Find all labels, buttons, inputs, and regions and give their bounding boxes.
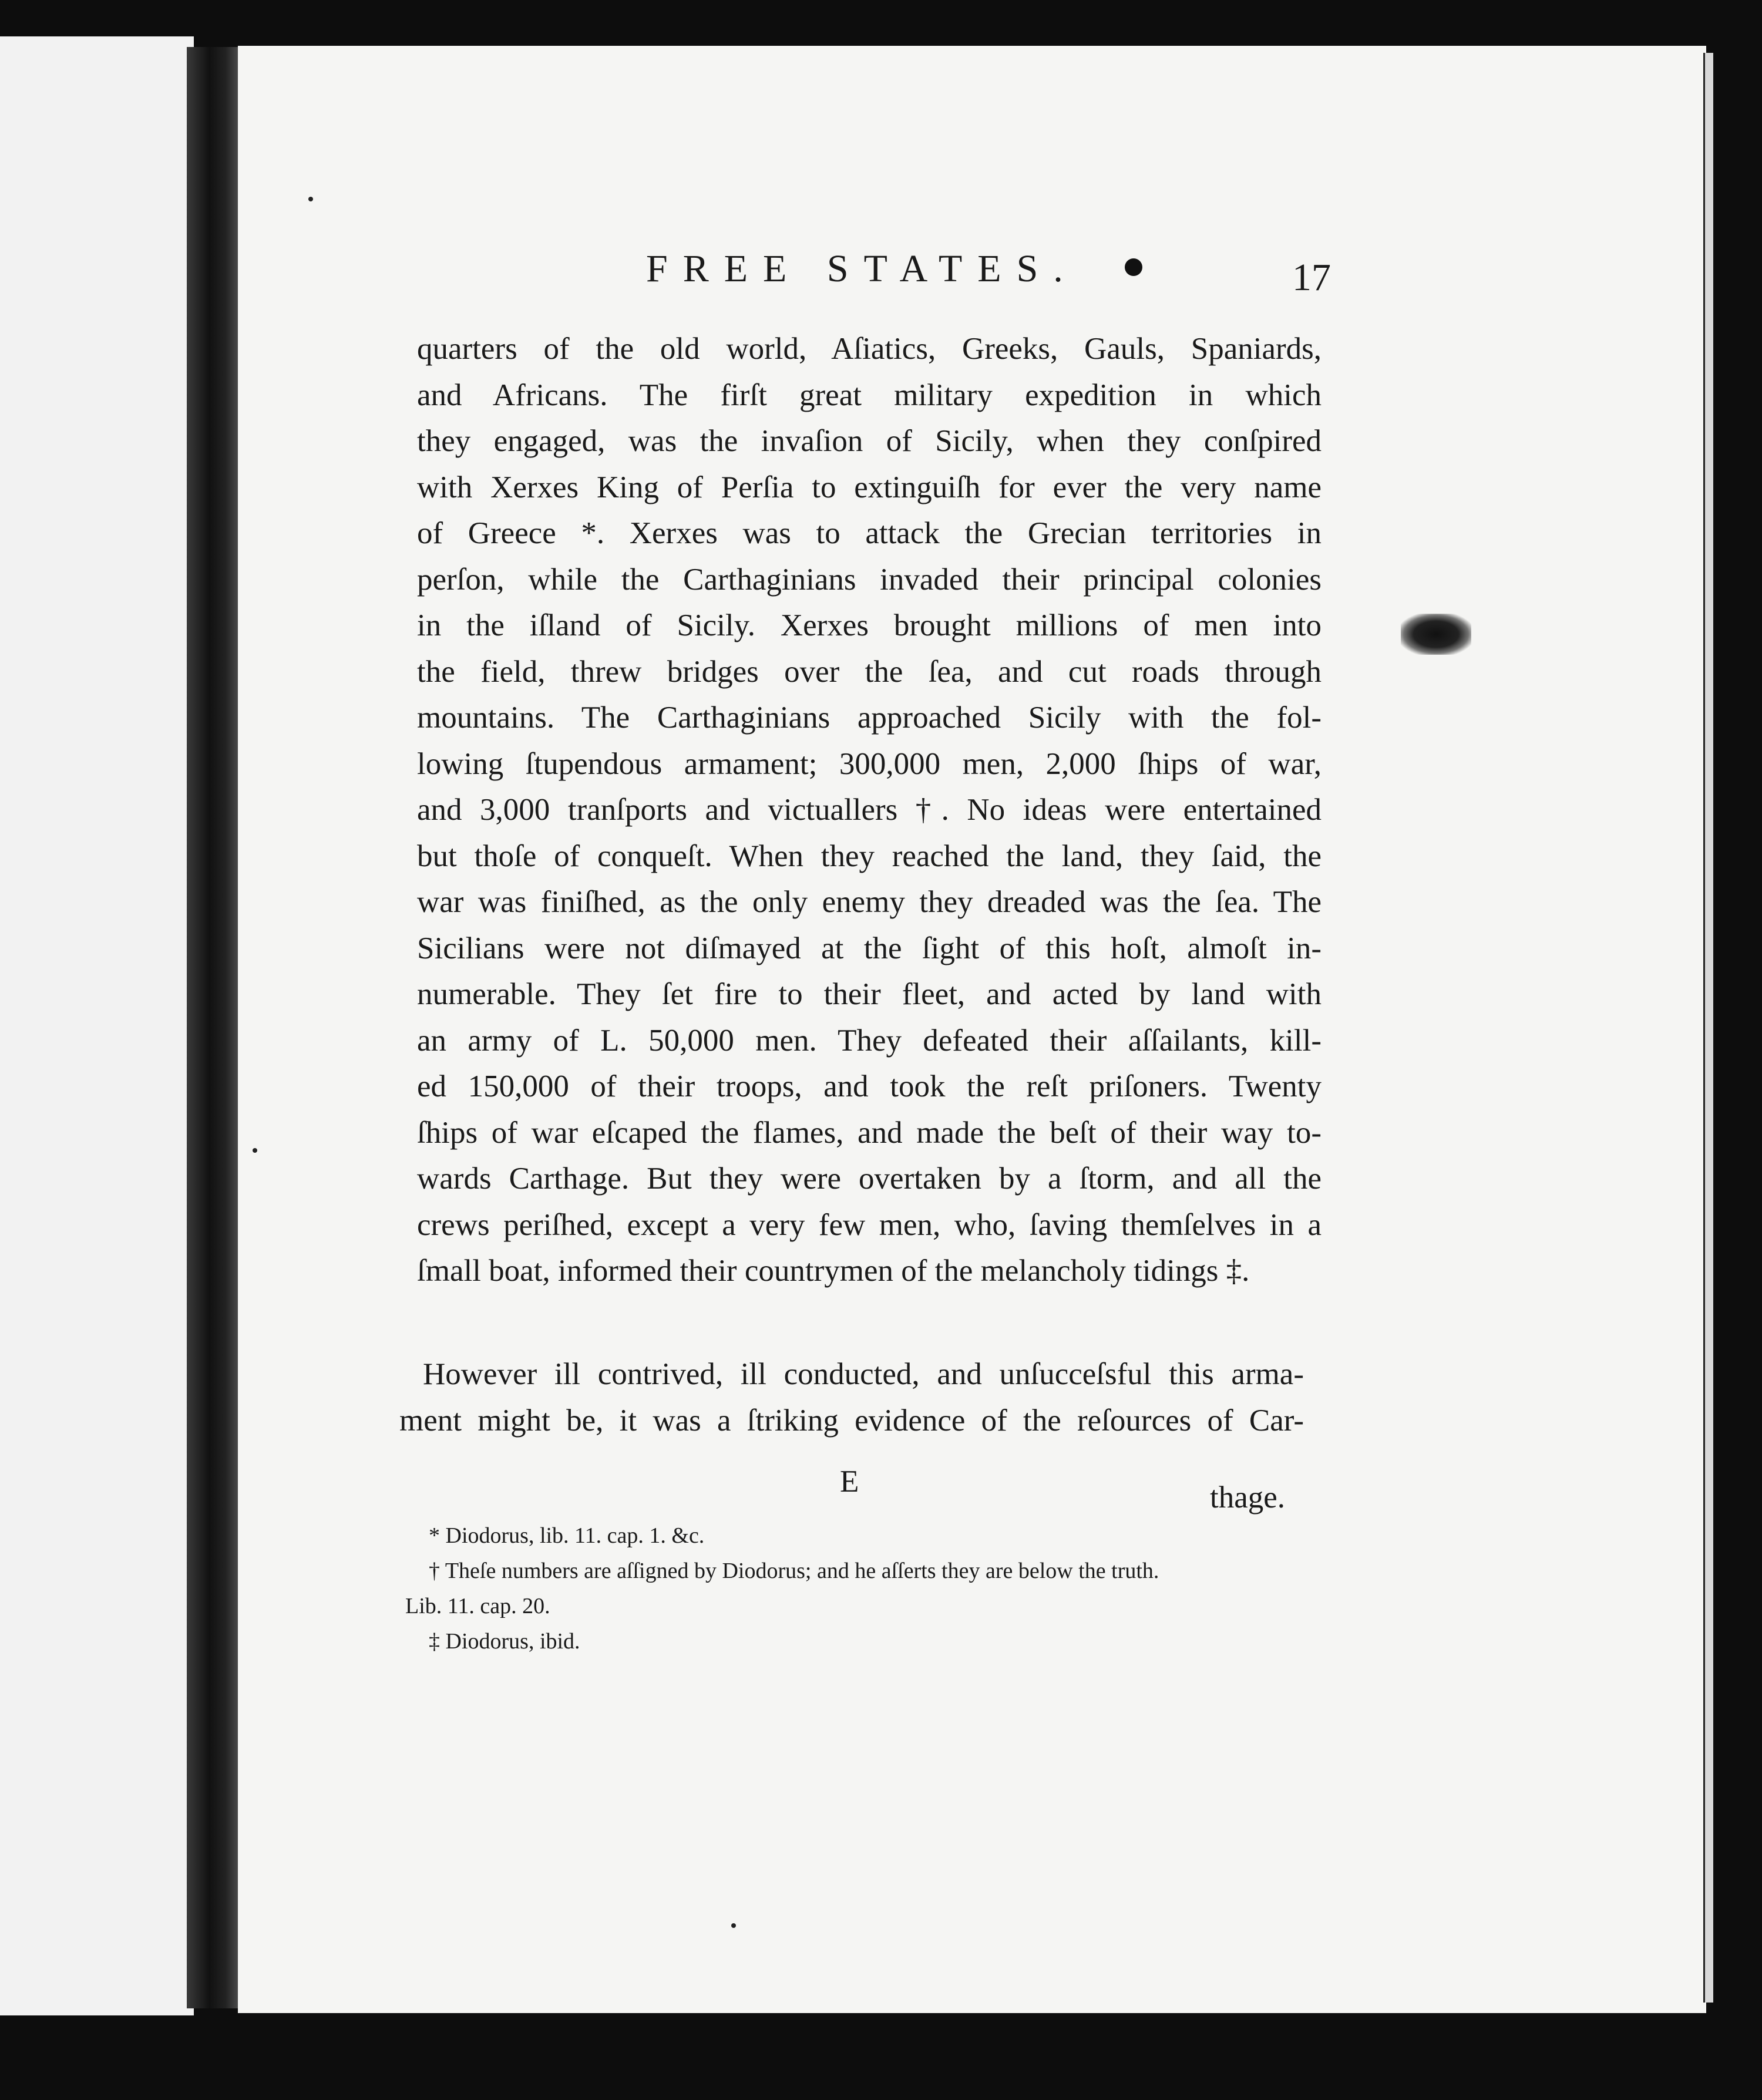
text-line: However ill contrived, ill conducted, and unſucceſsful this arma- — [423, 1357, 1304, 1391]
footnote-continuation: Lib. 11. cap. 20. — [405, 1594, 550, 1618]
page-number: 17 — [1292, 256, 1331, 299]
signature-mark: E — [840, 1465, 859, 1499]
facing-page-edge — [0, 36, 194, 2015]
text-line: an army of L. 50,000 men. They defeated their aſſailants, kill- — [417, 1023, 1322, 1058]
text-line: and 3,000 tranſports and victuallers †. No ideas were entertained — [417, 793, 1322, 827]
ink-dot-mark — [1125, 258, 1142, 276]
text-line: quarters of the old world, Aſiatics, Greeks, Gauls, Spaniards, — [417, 332, 1322, 366]
text-line: the field, threw bridges over the ſea, and cut roads through — [417, 654, 1322, 689]
main-paragraph — [417, 326, 1322, 1294]
text-line: ſhips of war eſcaped the flames, and made the beſt of their way to- — [417, 1115, 1322, 1150]
footnotes — [405, 1518, 1322, 1659]
footnote: ‡ Diodorus, ibid. — [429, 1629, 580, 1654]
running-title: FREE STATES. — [646, 247, 1078, 290]
text-line: Sicilians were not diſmayed at the ſight of this hoſt, almoſt in- — [417, 931, 1322, 965]
text-line: crews periſhed, except a very few men, who, ſaving themſelves in a — [417, 1207, 1322, 1242]
ink-speck — [308, 197, 313, 201]
text-line: numerable. They ſet fire to their fleet, and acted by land with — [417, 977, 1322, 1011]
text-line: lowing ſtupendous armament; 300,000 men, 2,000 ſhips of war, — [417, 746, 1322, 781]
text-line: in the iſland of Sicily. Xerxes brought millions of men into — [417, 608, 1322, 642]
text-line: of Greece *. Xerxes was to attack the Grecian territories in — [417, 516, 1322, 550]
text-line: perſon, while the Carthaginians invaded their principal colonies — [417, 562, 1322, 597]
text-line: ed 150,000 of their troops, and took the reſt priſoners. Twenty — [417, 1069, 1322, 1103]
text-line: with Xerxes King of Perſia to extinguiſh for ever the very name — [417, 470, 1322, 504]
text-line: but thoſe of conqueſt. When they reached the land, they ſaid, the — [417, 839, 1322, 873]
catchword: thage. — [1210, 1480, 1286, 1515]
ink-speck — [731, 1923, 736, 1928]
footnote: * Diodorus, lib. 11. cap. 1. &c. — [429, 1523, 705, 1548]
text-line-last: ſmall boat, informed their countrymen of the melancholy tidings ‡. — [417, 1254, 1250, 1288]
text-line: and Africans. The firſt great military expedition in which — [417, 378, 1322, 412]
text-line: wards Carthage. But they were overtaken by a ſtorm, and all the — [417, 1162, 1322, 1196]
ink-stain — [1401, 614, 1471, 655]
text-line: mountains. The Carthaginians approached Sicily with the fol- — [417, 701, 1322, 735]
footnote: † Theſe numbers are aſſigned by Diodorus; and he aſſerts they are below the truth. — [429, 1559, 1159, 1583]
page-edge — [1703, 53, 1713, 2003]
text-line: war was finiſhed, as the only enemy they dreaded was the ſea. The — [417, 885, 1322, 919]
text-line: they engaged, was the invaſion of Sicily, when they conſpired — [417, 424, 1322, 458]
text-line: ment might be, it was a ſtriking evidence of the reſources of Car- — [399, 1403, 1304, 1438]
ink-speck — [253, 1148, 257, 1153]
second-paragraph — [399, 1351, 1304, 1443]
